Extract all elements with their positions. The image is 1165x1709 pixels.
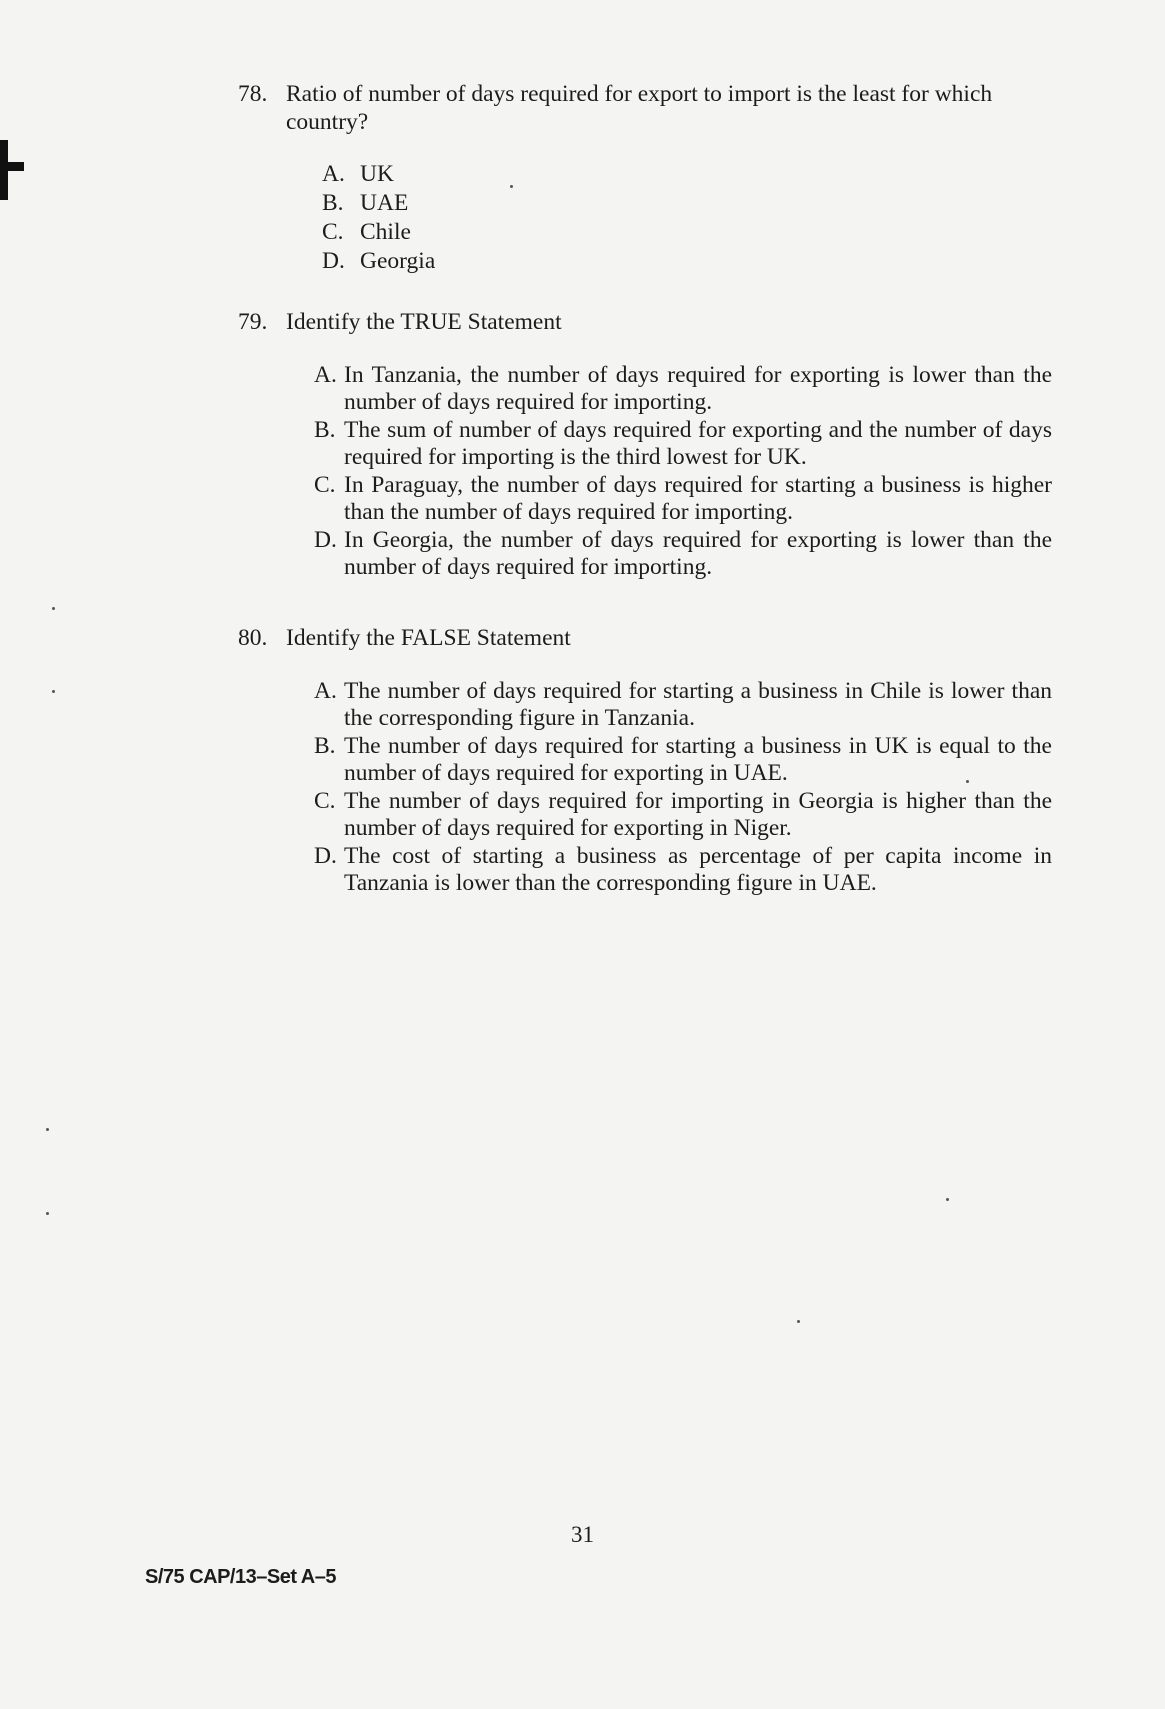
- option-text: Chile: [360, 219, 411, 245]
- crop-mark: [0, 140, 24, 200]
- option-letter: A.: [314, 362, 337, 388]
- scan-speck: [946, 1198, 949, 1201]
- option-letter: A.: [322, 161, 345, 187]
- question-79: [238, 308, 1078, 582]
- option-c: [314, 788, 1052, 842]
- option-letter: D.: [314, 843, 337, 869]
- option-c: [322, 218, 1078, 247]
- option-text: The number of days required for starting a business in UK is equal to the number of days required for exporting in UAE.: [344, 733, 1052, 786]
- question-text: Identify the FALSE Statement: [286, 625, 571, 651]
- scan-speck: [966, 780, 969, 783]
- option-letter: A.: [314, 678, 337, 704]
- option-d: [322, 247, 1078, 276]
- option-text: UK: [360, 161, 394, 187]
- option-text: Georgia: [360, 248, 436, 274]
- option-b: [314, 733, 1052, 787]
- question-number: 78.: [238, 81, 268, 107]
- option-text: In Paraguay, the number of days required for starting a business is higher than the number of days required for importing.: [344, 472, 1052, 525]
- option-letter: C.: [314, 788, 336, 814]
- question-number: 80.: [238, 625, 268, 651]
- options-list: [314, 678, 1052, 897]
- option-letter: B.: [314, 417, 336, 443]
- option-letter: D.: [322, 248, 345, 274]
- scan-speck: [52, 690, 55, 693]
- option-b: [322, 189, 1078, 218]
- option-letter: B.: [314, 733, 336, 759]
- option-c: [314, 472, 1052, 526]
- option-b: [314, 417, 1052, 471]
- option-letter: B.: [322, 190, 344, 216]
- scan-speck: [797, 1320, 800, 1323]
- option-letter: C.: [314, 472, 336, 498]
- question-80: [238, 624, 1078, 898]
- option-text: In Tanzania, the number of days required for exporting is lower than the number of days required for importing.: [344, 362, 1052, 415]
- option-a: [322, 160, 1078, 189]
- scan-speck: [510, 185, 513, 188]
- options-list: [322, 160, 1078, 276]
- option-d: [314, 527, 1052, 581]
- scan-speck: [52, 607, 55, 610]
- option-letter: D.: [314, 527, 337, 553]
- option-d: [314, 843, 1052, 897]
- question-78: [238, 80, 1078, 276]
- option-text: The number of days required for starting a business in Chile is lower than the corresponding figure in Tanzania.: [344, 678, 1052, 731]
- options-list: [314, 362, 1052, 581]
- option-a: [314, 678, 1052, 732]
- scan-speck: [46, 1212, 49, 1215]
- option-text: UAE: [360, 190, 409, 216]
- paper-code: S/75 CAP/13–Set A–5: [145, 1566, 336, 1588]
- question-number: 79.: [238, 309, 268, 335]
- option-a: [314, 362, 1052, 416]
- question-text: Identify the TRUE Statement: [286, 309, 562, 335]
- option-text: The cost of starting a business as percentage of per capita income in Tanzania is lower than the corresponding figure in UAE.: [344, 843, 1052, 896]
- question-text: Ratio of number of days required for export to import is the least for which country?: [286, 81, 993, 135]
- page-number: 31: [571, 1522, 594, 1547]
- option-text: In Georgia, the number of days required for exporting is lower than the number of days required for importing.: [344, 527, 1052, 580]
- option-letter: C.: [322, 219, 344, 245]
- option-text: The sum of number of days required for exporting and the number of days required for importing is the third lowest for UK.: [344, 417, 1052, 470]
- scan-speck: [46, 1128, 49, 1131]
- option-text: The number of days required for importing in Georgia is higher than the number of days required for exporting in Niger.: [344, 788, 1052, 841]
